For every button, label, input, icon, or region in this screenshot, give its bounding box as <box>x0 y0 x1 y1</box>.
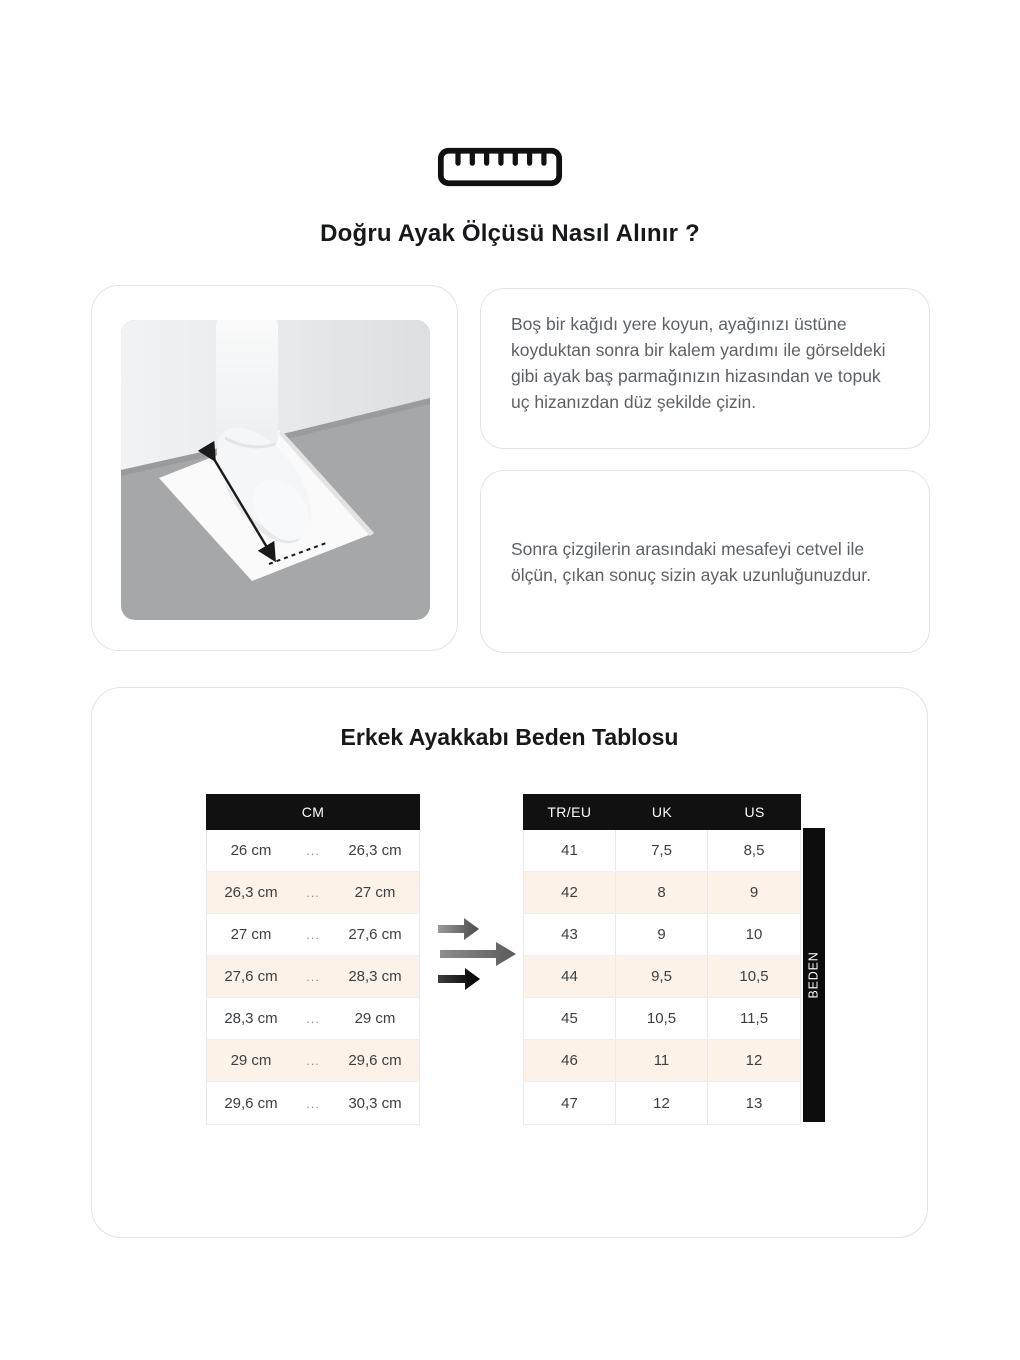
size-chart-card <box>91 687 928 1238</box>
size-cell: 11,5 <box>739 1010 769 1027</box>
instruction-text-1: Boş bir kağıdı yere koyun, ayağınızı üstüne koyduktan sonra bir kalem yardımı ile görseldeki gibi ayak baş parmağınızın hizasından ve topuk uç hizanızdan düz şekilde çizin. <box>511 314 886 412</box>
size-cell: 42 <box>524 872 616 913</box>
cm-from: 26,3 cm <box>224 884 278 901</box>
size-cell: 10,5 <box>739 968 769 985</box>
cm-to: 29 cm <box>354 1010 396 1027</box>
cm-table-row <box>207 872 419 914</box>
size-cell: 13 <box>745 1094 763 1112</box>
size-table-header-uk: UK <box>651 804 673 820</box>
size-cell: 9 <box>749 884 759 901</box>
foot-measure-photo <box>121 320 430 620</box>
instruction-card-1 <box>480 288 930 449</box>
size-cell: 9,5 <box>616 956 708 997</box>
size-cell: 44 <box>524 956 616 997</box>
conversion-arrows-icon <box>438 916 520 994</box>
size-table-header-treu: TR/EU <box>547 804 592 820</box>
size-table-row <box>524 1040 800 1082</box>
beden-label: BEDEN <box>807 951 822 999</box>
cm-table-row <box>207 1040 419 1082</box>
size-table <box>523 794 801 1125</box>
size-cell: 43 <box>524 914 616 955</box>
beden-side-bar <box>803 828 825 1122</box>
size-cell: 7,5 <box>616 830 708 871</box>
size-table-row <box>524 914 800 956</box>
instruction-text-2: Sonra çizgilerin arasındaki mesafeyi cetvel ile ölçün, çıkan sonuç sizin ayak uzunluğunuzdur. <box>511 538 871 585</box>
size-table-row <box>524 956 800 998</box>
size-chart-title: Erkek Ayakkabı Beden Tablosu <box>340 724 679 750</box>
cm-from: 26 cm <box>230 842 272 859</box>
size-table-row <box>524 830 800 872</box>
cm-from: 29,6 cm <box>224 1094 278 1112</box>
instruction-card-2 <box>480 470 930 653</box>
size-cell: 12 <box>745 1052 763 1069</box>
cm-from: 29 cm <box>230 1052 272 1069</box>
cm-to: 29,6 cm <box>348 1052 402 1069</box>
cm-to: 28,3 cm <box>348 968 402 985</box>
size-cell: 8 <box>616 872 708 913</box>
cm-table-row <box>207 914 419 956</box>
size-cell: 10,5 <box>616 998 708 1039</box>
size-cell: 45 <box>524 998 616 1039</box>
size-cell: 8,5 <box>743 842 765 859</box>
cm-table <box>206 794 420 1125</box>
size-cell: 12 <box>616 1082 708 1124</box>
cm-table-row <box>207 830 419 872</box>
cm-table-header: CM <box>206 794 420 830</box>
size-table-row <box>524 998 800 1040</box>
measure-photo-card <box>91 285 458 651</box>
size-cell: 41 <box>524 830 616 871</box>
page-title: Doğru Ayak Ölçüsü Nasıl Alınır ? <box>320 220 700 247</box>
size-cell: 11 <box>616 1040 708 1081</box>
cm-to: 26,3 cm <box>348 842 402 859</box>
size-cell: 46 <box>524 1040 616 1081</box>
size-table-row <box>524 1082 800 1124</box>
size-cell: 9 <box>616 914 708 955</box>
size-table-header-us: US <box>744 804 765 820</box>
range-dots: ... <box>306 969 320 984</box>
cm-from: 27 cm <box>230 926 272 943</box>
cm-to: 30,3 cm <box>348 1094 402 1112</box>
range-dots: ... <box>306 1011 320 1026</box>
cm-table-row <box>207 1082 419 1124</box>
cm-to: 27,6 cm <box>348 926 402 943</box>
range-dots: ... <box>306 885 320 900</box>
range-dots: ... <box>306 843 320 858</box>
cm-to: 27 cm <box>354 884 396 901</box>
range-dots: ... <box>306 927 320 942</box>
size-cell: 47 <box>524 1082 616 1124</box>
size-table-row <box>524 872 800 914</box>
range-dots: ... <box>306 1053 320 1068</box>
size-table-header <box>523 794 801 830</box>
ruler-icon <box>437 146 563 188</box>
size-cell: 10 <box>745 926 763 943</box>
cm-table-row <box>207 998 419 1040</box>
cm-from: 27,6 cm <box>224 968 278 985</box>
range-dots: ... <box>306 1095 320 1111</box>
cm-from: 28,3 cm <box>224 1010 278 1027</box>
cm-table-row <box>207 956 419 998</box>
